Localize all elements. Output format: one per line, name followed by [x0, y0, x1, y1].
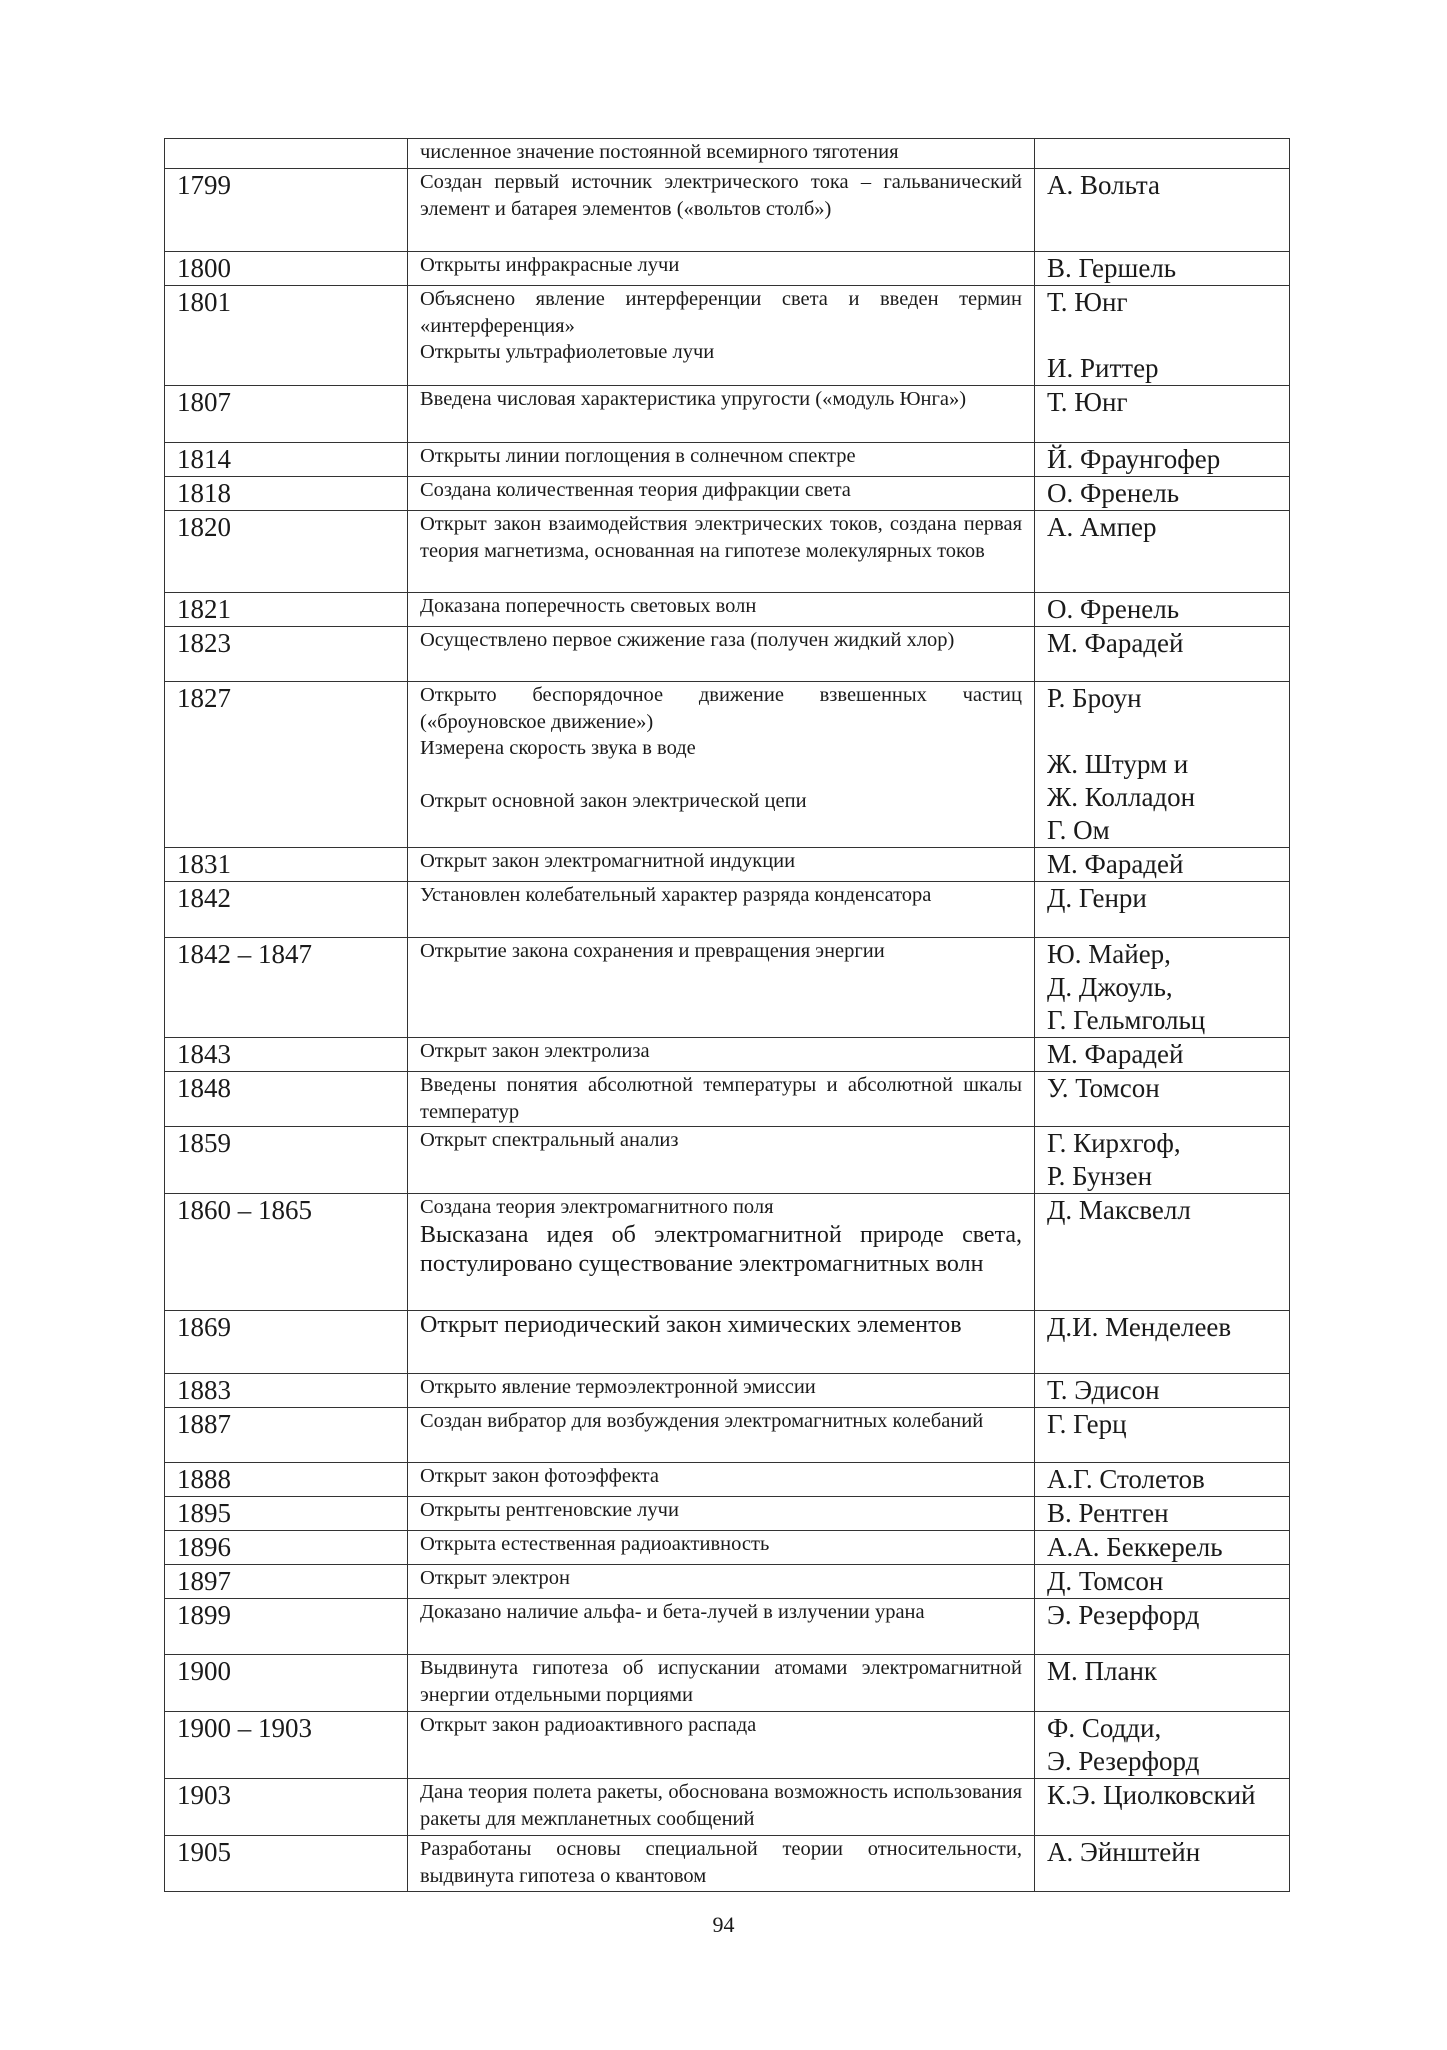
year-cell: 1900 — [165, 1655, 408, 1712]
table-row — [165, 848, 1290, 882]
event-text: Открыт закон взаимодействия электрических токов, создана первая теория магнетизма, основанная на гипотезе молекулярных токов — [420, 513, 1022, 562]
event-cell — [408, 286, 1035, 386]
event-text: Открыт закон радиоактивного распада — [420, 1714, 757, 1736]
year-cell: 1899 — [165, 1599, 408, 1655]
author-name: А. Вольта — [1047, 170, 1161, 200]
table-row — [165, 386, 1290, 443]
event-cell — [408, 938, 1035, 1038]
author-name: Г. Герц — [1047, 1409, 1127, 1439]
table-row — [165, 1565, 1290, 1599]
author-name: Э. Резерфорд — [1047, 1746, 1200, 1776]
event-text: Открыт периодический закон химических элементов — [420, 1312, 962, 1338]
author-name: М. Фарадей — [1047, 628, 1184, 658]
author-cell — [1035, 1408, 1290, 1463]
author-name: Г. Ом — [1047, 815, 1110, 845]
event-text: Открыт закон электромагнитной индукции — [420, 850, 796, 872]
event-text: Открыт закон фотоэффекта — [420, 1465, 659, 1487]
table-row — [165, 286, 1290, 386]
event-cell — [408, 1565, 1035, 1599]
line-spacer — [1047, 319, 1277, 352]
event-text: Открыто беспорядочное движение взвешенных частиц («броуновское движение») — [420, 684, 1022, 733]
year-cell: 1843 — [165, 1038, 408, 1072]
author-name: Г. Кирхгоф, — [1047, 1128, 1181, 1158]
year-cell: 1903 — [165, 1779, 408, 1836]
table-row — [165, 938, 1290, 1038]
author-cell — [1035, 252, 1290, 286]
author-name: М. Фарадей — [1047, 1039, 1184, 1069]
event-text: численное значение постоянной всемирного тяготения — [420, 141, 899, 163]
event-cell — [408, 252, 1035, 286]
author-cell — [1035, 1779, 1290, 1836]
event-text: Открыт электрон — [420, 1567, 570, 1589]
author-cell — [1035, 1599, 1290, 1655]
author-cell — [1035, 1311, 1290, 1374]
author-name: А.Г. Столетов — [1047, 1464, 1205, 1494]
table-row — [165, 511, 1290, 593]
author-cell — [1035, 938, 1290, 1038]
year-cell: 1859 — [165, 1127, 408, 1194]
author-name: М. Фарадей — [1047, 849, 1184, 879]
year-cell: 1827 — [165, 682, 408, 848]
event-cell — [408, 477, 1035, 511]
author-name: А. Ампер — [1047, 512, 1157, 542]
event-cell — [408, 1655, 1035, 1712]
table-row — [165, 1127, 1290, 1194]
event-text: Открыто явление термоэлектронной эмиссии — [420, 1376, 816, 1398]
table-row — [165, 1374, 1290, 1408]
chronology-table — [164, 138, 1290, 1892]
table-row — [165, 1408, 1290, 1463]
author-cell — [1035, 1463, 1290, 1497]
event-text: Открыты рентгеновские лучи — [420, 1499, 679, 1521]
year-cell: 1831 — [165, 848, 408, 882]
event-text: Создан вибратор для возбуждения электромагнитных колебаний — [420, 1410, 984, 1432]
event-cell — [408, 1194, 1035, 1311]
event-cell — [408, 169, 1035, 252]
author-name: Т. Юнг — [1047, 387, 1128, 417]
author-name: О. Френель — [1047, 478, 1180, 508]
author-cell — [1035, 1194, 1290, 1311]
author-cell — [1035, 139, 1290, 169]
table-row — [165, 1655, 1290, 1712]
author-name: Д. Томсон — [1047, 1566, 1164, 1596]
table-row — [165, 593, 1290, 627]
event-text: Введена числовая характеристика упругости («модуль Юнга») — [420, 388, 967, 410]
table-row — [165, 1836, 1290, 1892]
line-spacer — [420, 762, 1022, 788]
event-text: Доказано наличие альфа- и бета-лучей в излучении урана — [420, 1601, 925, 1623]
author-name: Т. Юнг — [1047, 287, 1128, 317]
author-name: А.А. Беккерель — [1047, 1532, 1223, 1562]
author-cell — [1035, 169, 1290, 252]
author-cell — [1035, 1836, 1290, 1892]
author-cell — [1035, 511, 1290, 593]
author-name: Г. Гельмгольц — [1047, 1005, 1206, 1035]
event-cell — [408, 1463, 1035, 1497]
table-row — [165, 252, 1290, 286]
year-cell: 1905 — [165, 1836, 408, 1892]
event-text: Создана количественная теория дифракции света — [420, 479, 851, 501]
event-text: Выдвинута гипотеза об испускании атомами электромагнитной энергии отдельными порциями — [420, 1657, 1022, 1706]
year-cell: 1801 — [165, 286, 408, 386]
author-name: Ж. Колладон — [1047, 782, 1196, 812]
table-row — [165, 1038, 1290, 1072]
event-text: Установлен колебательный характер разряда конденсатора — [420, 884, 932, 906]
line-spacer — [1047, 715, 1277, 748]
year-cell: 1799 — [165, 169, 408, 252]
year-cell: 1895 — [165, 1497, 408, 1531]
event-cell — [408, 1779, 1035, 1836]
author-name: Д. Джоуль, — [1047, 972, 1173, 1002]
event-cell — [408, 1599, 1035, 1655]
event-cell — [408, 848, 1035, 882]
year-cell: 1869 — [165, 1311, 408, 1374]
event-text: Открыт основной закон электрической цепи — [420, 789, 807, 812]
table-row — [165, 882, 1290, 938]
author-name: М. Планк — [1047, 1656, 1158, 1686]
author-cell — [1035, 1655, 1290, 1712]
year-cell: 1887 — [165, 1408, 408, 1463]
author-cell — [1035, 443, 1290, 477]
author-cell — [1035, 1038, 1290, 1072]
event-text: Объяснено явление интерференции света и введен термин «интерференция» — [420, 288, 1022, 337]
event-text: Открыты линии поглощения в солнечном спектре — [420, 445, 856, 467]
event-text: Открыты инфракрасные лучи — [420, 254, 680, 276]
event-text: Открытие закона сохранения и превращения энергии — [420, 940, 885, 962]
table-row — [165, 1779, 1290, 1836]
year-cell: 1848 — [165, 1072, 408, 1127]
year-cell: 1820 — [165, 511, 408, 593]
table-row — [165, 1599, 1290, 1655]
author-cell — [1035, 477, 1290, 511]
author-cell — [1035, 1497, 1290, 1531]
year-cell: 1842 – 1847 — [165, 938, 408, 1038]
author-name: Р. Броун — [1047, 683, 1142, 713]
event-cell — [408, 882, 1035, 938]
author-name: Э. Резерфорд — [1047, 1600, 1200, 1630]
year-cell: 1814 — [165, 443, 408, 477]
author-cell — [1035, 1072, 1290, 1127]
year-cell: 1896 — [165, 1531, 408, 1565]
year-cell: 1800 — [165, 252, 408, 286]
event-text: Разработаны основы специальной теории относительности, выдвинута гипотеза о квантовом — [420, 1838, 1022, 1887]
author-cell — [1035, 1374, 1290, 1408]
table-row — [165, 1194, 1290, 1311]
table-row — [165, 1712, 1290, 1779]
table-row — [165, 1531, 1290, 1565]
year-cell: 1888 — [165, 1463, 408, 1497]
table-row — [165, 1497, 1290, 1531]
table-row — [165, 477, 1290, 511]
event-text: Открыта естественная радиоактивность — [420, 1533, 770, 1555]
event-text: Открыт спектральный анализ — [420, 1129, 679, 1151]
year-cell — [165, 139, 408, 169]
event-text: Введены понятия абсолютной температуры и абсолютной шкалы температур — [420, 1074, 1022, 1123]
author-name: И. Риттер — [1047, 353, 1159, 383]
author-name: О. Френель — [1047, 594, 1180, 624]
event-text: Доказана поперечность световых волн — [420, 595, 757, 617]
author-cell — [1035, 1712, 1290, 1779]
table-row — [165, 627, 1290, 682]
year-cell: 1823 — [165, 627, 408, 682]
event-cell — [408, 511, 1035, 593]
event-cell — [408, 1127, 1035, 1194]
author-cell — [1035, 386, 1290, 443]
page-number: 94 — [712, 1912, 735, 1937]
event-cell — [408, 1836, 1035, 1892]
year-cell: 1821 — [165, 593, 408, 627]
chronology-table-body — [165, 139, 1290, 1892]
year-cell: 1860 – 1865 — [165, 1194, 408, 1311]
author-cell — [1035, 286, 1290, 386]
event-text: Высказана идея об электромагнитной природе света, постулировано существование электромагнитных волн — [420, 1221, 1022, 1277]
author-name: К.Э. Циолковский — [1047, 1780, 1256, 1810]
author-name: Ю. Майер, — [1047, 939, 1171, 969]
year-cell: 1818 — [165, 477, 408, 511]
event-cell — [408, 1531, 1035, 1565]
table-row — [165, 682, 1290, 848]
event-text: Измерена скорость звука в воде — [420, 737, 696, 759]
author-name: Д.И. Менделеев — [1047, 1312, 1232, 1342]
author-cell — [1035, 848, 1290, 882]
table-row — [165, 1463, 1290, 1497]
event-cell — [408, 682, 1035, 848]
author-cell — [1035, 627, 1290, 682]
author-cell — [1035, 1531, 1290, 1565]
table-row — [165, 1311, 1290, 1374]
event-cell — [408, 627, 1035, 682]
event-text: Создан первый источник электрического тока – гальванический элемент и батарея элементов («вольтов столб») — [420, 171, 1022, 220]
event-text: Осуществлено первое сжижение газа (получен жидкий хлор) — [420, 629, 955, 651]
year-cell: 1883 — [165, 1374, 408, 1408]
author-name: Й. Фраунгофер — [1047, 444, 1221, 474]
event-cell — [408, 1311, 1035, 1374]
year-cell: 1900 – 1903 — [165, 1712, 408, 1779]
author-cell — [1035, 1565, 1290, 1599]
author-name: В. Гершель — [1047, 253, 1177, 283]
author-cell — [1035, 593, 1290, 627]
event-cell — [408, 139, 1035, 169]
event-text: Открыты ультрафиолетовые лучи — [420, 341, 715, 363]
event-text: Дана теория полета ракеты, обоснована возможность использования ракеты для межпланетных сообщений — [420, 1781, 1022, 1830]
event-cell — [408, 1072, 1035, 1127]
author-cell — [1035, 1127, 1290, 1194]
author-name: Р. Бунзен — [1047, 1161, 1153, 1191]
year-cell: 1897 — [165, 1565, 408, 1599]
author-name: Т. Эдисон — [1047, 1375, 1160, 1405]
author-name: Д. Генри — [1047, 883, 1147, 913]
event-cell — [408, 1712, 1035, 1779]
table-row — [165, 443, 1290, 477]
event-cell — [408, 593, 1035, 627]
author-name: Ж. Штурм и — [1047, 749, 1189, 779]
event-cell — [408, 1374, 1035, 1408]
event-cell — [408, 386, 1035, 443]
year-cell: 1842 — [165, 882, 408, 938]
event-text: Создана теория электромагнитного поля — [420, 1196, 774, 1218]
year-cell: 1807 — [165, 386, 408, 443]
table-row — [165, 1072, 1290, 1127]
author-cell — [1035, 882, 1290, 938]
event-cell — [408, 443, 1035, 477]
event-text: Открыт закон электролиза — [420, 1040, 650, 1062]
event-cell — [408, 1038, 1035, 1072]
table-row — [165, 139, 1290, 169]
event-cell — [408, 1497, 1035, 1531]
event-cell — [408, 1408, 1035, 1463]
author-name: Ф. Содди, — [1047, 1713, 1162, 1743]
author-name: В. Рентген — [1047, 1498, 1169, 1528]
table-row — [165, 169, 1290, 252]
author-name: У. Томсон — [1047, 1073, 1160, 1103]
author-name: А. Эйнштейн — [1047, 1837, 1201, 1867]
author-name: Д. Максвелл — [1047, 1195, 1191, 1225]
author-cell — [1035, 682, 1290, 848]
